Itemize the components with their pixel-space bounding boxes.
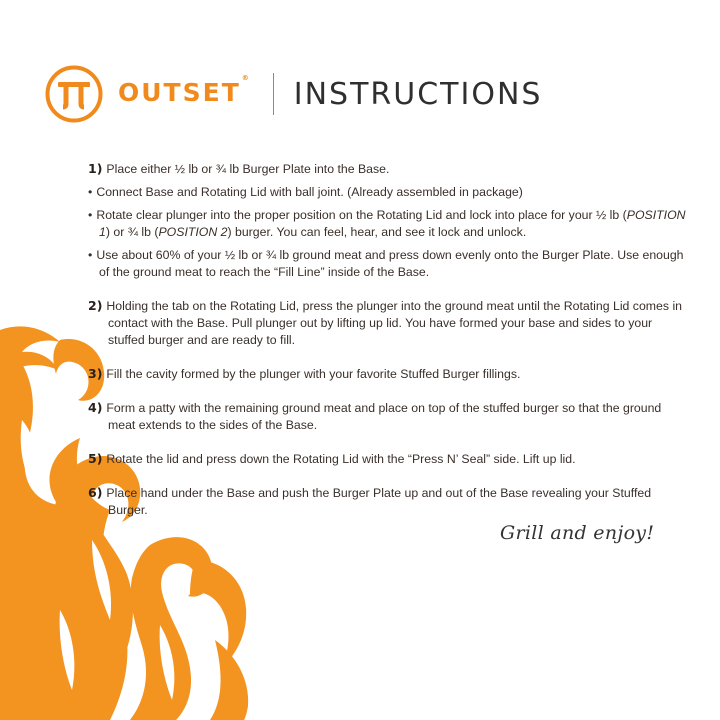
- step-1: [88, 160, 688, 178]
- step-text: Form a patty with the remaining ground meat and place on top of the stuffed burger so that the ground meat extends to the sides of the Base.: [106, 401, 662, 432]
- step-4: [88, 399, 688, 434]
- bullet: •: [88, 208, 93, 222]
- step-number: 4): [88, 400, 103, 415]
- bullet: •: [88, 185, 93, 199]
- step-text: Use about 60% of your ½ lb or ¾ lb ground meat and press down evenly onto the Burger Plate. Use enough of the ground meat to reach the “Fill Line” inside of the Base.: [96, 248, 684, 279]
- step-text: Fill the cavity formed by the plunger with your favorite Stuffed Burger fillings.: [106, 367, 521, 381]
- step-text: Connect Base and Rotating Lid with ball joint. (Already assembled in package): [96, 185, 523, 199]
- step-2: [88, 297, 688, 349]
- sub-step: [88, 207, 688, 241]
- page-title: INSTRUCTIONS: [293, 76, 543, 112]
- step-text: Rotate the lid and press down the Rotating Lid with the “Press N’ Seal” side. Lift up lid.: [106, 452, 576, 466]
- flame-shape: [0, 326, 60, 375]
- step-number: 3): [88, 366, 103, 381]
- step-text: ) or ¾ lb (: [105, 225, 159, 239]
- sub-step: [88, 247, 688, 281]
- step-number: 1): [88, 161, 103, 176]
- page-header: [44, 64, 542, 124]
- step-number: 5): [88, 451, 103, 466]
- outset-logo-icon: [44, 64, 104, 124]
- position-label: POSITION 2: [158, 225, 228, 239]
- step-5: [88, 450, 688, 468]
- instructions-list: [88, 160, 688, 519]
- step-6: [88, 484, 688, 519]
- step-text: Holding the tab on the Rotating Lid, press the plunger into the ground meat until the Rotating Lid comes in contact with the Base. Pull plunger out by lifting up lid. You have formed your base and sides to your stuffed burger and are ready to fill.: [106, 299, 683, 347]
- brand-name: OUTSET®: [118, 73, 251, 107]
- step-text: Rotate clear plunger into the proper position on the Rotating Lid and lock into place for your ½ lb (: [96, 208, 627, 222]
- step-text: Place either ½ lb or ¾ lb Burger Plate into the Base.: [106, 162, 390, 176]
- closing-tagline: Grill and enjoy!: [500, 522, 655, 544]
- header-divider: [273, 73, 274, 115]
- step-3: [88, 365, 688, 383]
- position-label: POSITION 1: [99, 208, 686, 239]
- step-number: 6): [88, 485, 103, 500]
- step-number: 2): [88, 298, 103, 313]
- sub-step: [88, 184, 688, 201]
- step-text: Place hand under the Base and push the Burger Plate up and out of the Base revealing your Stuffed Burger.: [106, 486, 652, 517]
- bullet: •: [88, 248, 93, 262]
- step-text: ) burger. You can feel, hear, and see it lock and unlock.: [227, 225, 527, 239]
